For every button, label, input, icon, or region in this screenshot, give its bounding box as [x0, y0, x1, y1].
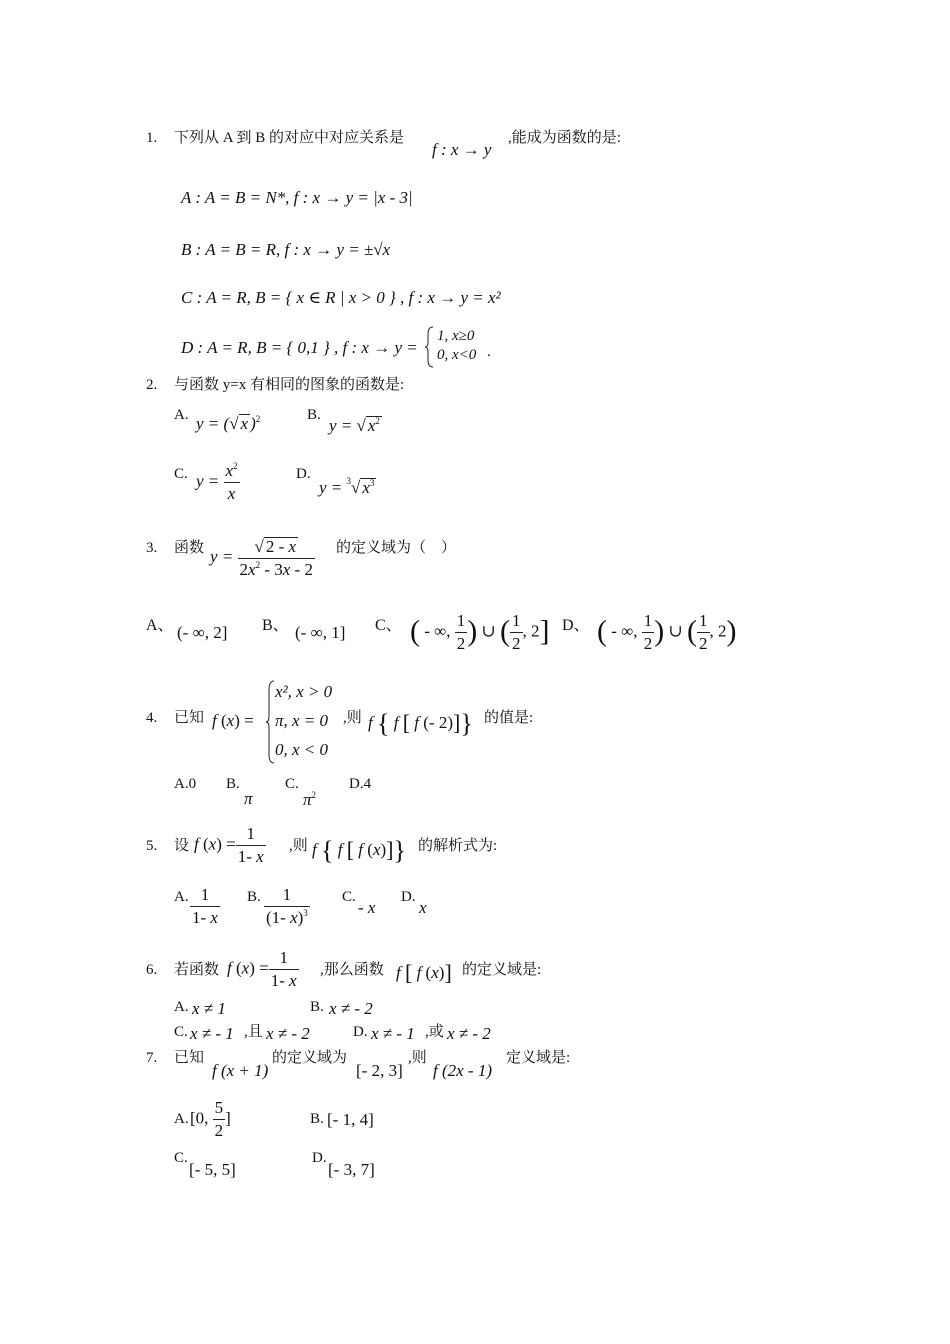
- question-6-option-c-connector: ,且: [244, 1024, 263, 1040]
- question-6-option-c-part-2: x ≠ - 2: [266, 1024, 310, 1043]
- question-1-text: 下列从 A 到 B 的对应中对应关系是: [174, 130, 405, 146]
- question-2-option-a-formula: y = (√ x )$^2$: [196, 414, 261, 433]
- question-6-lead: 若函数: [174, 962, 220, 978]
- question-7-domain: [- 2, 3]: [356, 1061, 403, 1080]
- question-4-option-a: A.0: [174, 776, 197, 792]
- question-7-option-d: [- 3, 7]: [328, 1160, 375, 1179]
- question-5-lead: 设: [174, 838, 190, 854]
- question-2-option-d-formula: y = $^3$√ $x^3$: [319, 476, 375, 497]
- question-4-lead: 已知: [174, 710, 205, 726]
- question-2-option-c-formula: y = $\frac{x^2}{x}$: [196, 461, 238, 503]
- question-1-number: 1.: [146, 130, 158, 146]
- question-2-option-c-label: C.: [174, 466, 188, 482]
- question-5-option-a-label: A.: [174, 889, 189, 905]
- question-4-option-c-label: C.: [285, 776, 299, 792]
- question-3-option-c-interval: ( - ∞, $\frac{1}{2}$ ) ∪ ( $\frac{1}{2}$ , 2]: [410, 611, 550, 653]
- question-6-option-c-part-1: x ≠ - 1: [190, 1024, 234, 1043]
- question-6-option-d-label: D.: [353, 1024, 368, 1040]
- question-5-option-b-label: B.: [247, 889, 261, 905]
- question-5-tail: 的解析式为:: [418, 838, 498, 854]
- question-5-option-c-label: C.: [342, 889, 356, 905]
- question-6-option-a: x ≠ 1: [192, 999, 226, 1018]
- question-2-option-b-label: B.: [307, 407, 321, 423]
- question-6-option-b-label: B.: [310, 999, 324, 1015]
- question-7-mid-2: ,则: [408, 1050, 427, 1066]
- question-2-option-b-formula: y = √ $x^2$: [329, 416, 380, 435]
- question-7-mid-1: 的定义域为: [272, 1050, 348, 1066]
- question-3-option-d-interval: ( - ∞, $\frac{1}{2}$ ) ∪ ( $\frac{1}{2}$ , 2): [597, 611, 737, 653]
- question-1-option-d: D : A = R, B = { 0,1 } , f : x → y =: [181, 338, 418, 357]
- question-7-number: 7.: [146, 1050, 158, 1066]
- question-1-option-b: B : A = B = R, f : x → y = ±√x: [181, 240, 391, 259]
- question-4-f-of-x: f (x) =: [212, 711, 254, 730]
- question-3-tail: 的定义域为（ ）: [336, 540, 457, 556]
- question-5-option-c-formula: - x: [358, 898, 376, 917]
- question-7-option-b: [- 1, 4]: [327, 1110, 374, 1129]
- question-5-option-a-formula: $\frac{1}{1- x}$: [192, 885, 218, 927]
- question-6-option-d-connector: ,或: [425, 1024, 444, 1040]
- question-1-mapping: f : x → y: [432, 140, 492, 159]
- question-4-tail: 的值是:: [484, 710, 534, 726]
- question-1-option-d-case-2: 0, x<0: [437, 347, 477, 363]
- question-4-case-3: 0, x < 0: [275, 740, 329, 759]
- question-3-number: 3.: [146, 540, 158, 556]
- question-2-text: 与函数 y=x 有相同的图象的函数是:: [174, 377, 405, 393]
- question-5-mid: ,则: [289, 838, 308, 854]
- question-7-option-b-label: B.: [310, 1111, 324, 1127]
- question-4-case-2: π, x = 0: [275, 711, 329, 730]
- question-3-option-c-label: C、: [375, 617, 402, 634]
- question-4-mid: ,则: [343, 710, 362, 726]
- question-7-tail: 定义域是:: [506, 1050, 571, 1066]
- question-1-option-d-case-1: 1, x≥0: [437, 328, 475, 344]
- question-3-lead: 函数: [174, 540, 205, 556]
- question-3-function: y = $\frac{√ 2 - x}{2x^2 - 3x - 2}$: [210, 537, 313, 579]
- question-7-option-c: [- 5, 5]: [189, 1160, 236, 1179]
- question-4-option-b-label: B.: [226, 776, 240, 792]
- question-2-option-d-label: D.: [296, 466, 311, 482]
- question-7-option-a-label: A.: [174, 1111, 189, 1127]
- question-6-option-a-label: A.: [174, 999, 189, 1015]
- question-5-f-of-x: f (x) = $\frac{1}{1- x}$: [194, 824, 264, 866]
- question-6-option-b: x ≠ - 2: [329, 999, 373, 1018]
- question-2-option-a-label: A.: [174, 407, 189, 423]
- question-6-number: 6.: [146, 962, 158, 978]
- question-5-option-d-formula: x: [419, 898, 427, 917]
- question-1-text-tail: ,能成为函数的是:: [508, 130, 621, 146]
- question-6-option-c-label: C.: [174, 1024, 188, 1040]
- question-4-option-d: D.4: [349, 776, 372, 792]
- question-4-nested-f: f { f [ f (- 2)]}: [368, 709, 473, 738]
- question-7-f-2x-minus-1: f (2x - 1): [433, 1061, 493, 1080]
- question-4-number: 4.: [146, 710, 158, 726]
- question-3-option-b-label: B、: [262, 617, 289, 634]
- question-1-option-d-brace: [425, 326, 435, 368]
- question-3-option-b-interval: (- ∞, 1]: [295, 623, 346, 642]
- question-4-option-c-pi-squared: $\pi^2$: [303, 790, 317, 809]
- question-7-lead: 已知: [174, 1050, 205, 1066]
- question-5-number: 5.: [146, 838, 158, 854]
- question-6-option-d-part-2: x ≠ - 2: [447, 1024, 491, 1043]
- question-1-option-a: A : A = B = N*, f : x → y = |x - 3|: [181, 188, 413, 207]
- question-2-number: 2.: [146, 377, 158, 393]
- question-3-option-a-interval: (- ∞, 2]: [177, 623, 228, 642]
- question-4-case-1: x², x > 0: [275, 682, 333, 701]
- question-7-option-a-interval: [0, $\frac{5}{2}$ ]: [190, 1098, 231, 1140]
- question-1-option-c: C : A = R, B = { x ∈ R | x > 0 } , f : x → y = x²: [181, 288, 501, 307]
- question-6-mid: ,那么函数: [320, 962, 384, 978]
- question-1-option-d-end: .: [487, 344, 491, 360]
- question-6-option-d-part-1: x ≠ - 1: [371, 1024, 415, 1043]
- question-3-option-d-label: D、: [562, 617, 590, 634]
- question-4-option-b-pi: π: [244, 789, 253, 808]
- question-7-f-x-plus-1: f (x + 1): [212, 1061, 269, 1080]
- question-3-option-a-label: A、: [146, 617, 174, 634]
- question-6-tail: 的定义域是:: [462, 962, 542, 978]
- question-7-option-c-label: C.: [174, 1150, 188, 1166]
- question-6-composite-f: f [ f (x)]: [396, 960, 452, 985]
- question-5-option-d-label: D.: [401, 889, 416, 905]
- question-5-nested-f: f { f [ f (x)]}: [312, 836, 406, 865]
- question-5-option-b-formula: $\frac{1}{(1- x)^3}$: [266, 885, 308, 927]
- question-6-f-of-x: f (x) = $\frac{1}{1- x}$: [227, 948, 297, 990]
- question-7-option-d-label: D.: [312, 1150, 327, 1166]
